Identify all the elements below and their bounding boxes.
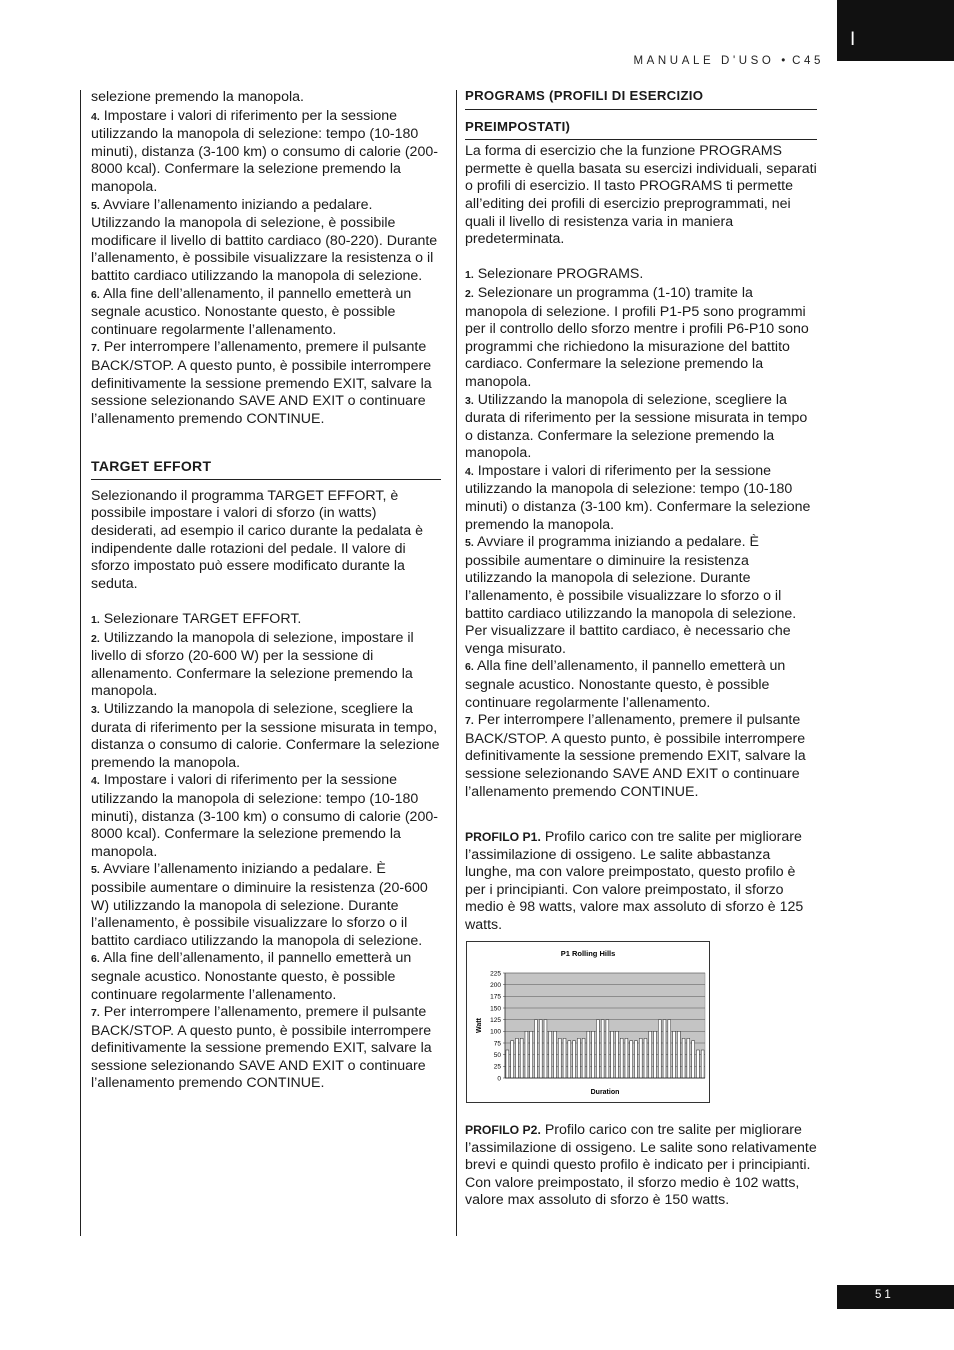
- chart-bar: [606, 1020, 609, 1078]
- chart-bar: [544, 1020, 547, 1078]
- language-tab: [837, 0, 954, 61]
- manual-title: MANUALE D'USO: [633, 55, 775, 67]
- target-step: 3. Utilizzando la manopola di selezione, scegliere la durata di riferimento per la sessione misurata in tempo, distanza o consumo di calorie. Confermare la selezione premendo la manopola.: [91, 701, 440, 771]
- chart-bar: [692, 1041, 695, 1078]
- chart-bar: [558, 1038, 561, 1078]
- chart-bar: [620, 1038, 623, 1078]
- y-tick-label: 150: [490, 1005, 501, 1013]
- chart-bar: [615, 1031, 618, 1078]
- chart-bar: [515, 1038, 518, 1078]
- chart-bar: [554, 1031, 557, 1078]
- profile-p1: [465, 829, 817, 935]
- chart-bar: [549, 1031, 552, 1078]
- chart-bar: [644, 1038, 647, 1078]
- chart-bar: [611, 1031, 614, 1078]
- profile-p2-text: Profilo carico con tre salite per migliorare l’assimilazione di ossigeno. Le salite sono relativamente brevi e quindi questo profilo è indicato per i principianti. Con valore preimpostato, il sforzo medio è 102 watts, valore max assoluto di sforzo è 150 watts.: [465, 1122, 817, 1209]
- profile-p1-text: Profilo carico con tre salite per migliorare l’assimilazione di ossigeno. Le salite abbastanza lunghe, ma con valore preimpostato, questo profilo è per i principianti. Con valore preimpostato, il sforzo medio è 98 watts, valore max assoluto di sforzo è 125 watts.: [465, 829, 804, 933]
- intro-step: 4. Impostare i valori di riferimento per la sessione utilizzando la manopola di selezione: tempo (10-180 minuti), distanza (3-100 km) o consumo di calorie (200-8000 kcal). Confermare la selezione premendo la manopola.: [91, 107, 438, 195]
- y-tick-label: 50: [493, 1051, 501, 1059]
- chart-bar: [592, 1031, 595, 1078]
- programs-step: 7. Per interrompere l’allenamento, premere il pulsante BACK/STOP. A questo punto, è possibile interrompere definitivamente la sessione premendo EXIT, salvare la sessione selezionando SAVE AND EXIT o continuare l’allenamento premendo CONTINUE.: [465, 712, 806, 800]
- profile-p1-label: PROFILO P1.: [465, 830, 541, 844]
- page-header: [633, 55, 824, 67]
- profile-p2: [465, 1122, 817, 1210]
- page-number: 51: [875, 1289, 894, 1301]
- column-divider-middle: [456, 90, 457, 1236]
- model-name: C45: [792, 55, 824, 67]
- chart-bar: [701, 1050, 704, 1078]
- chart-bar: [525, 1031, 528, 1078]
- chart-bar: [539, 1020, 542, 1078]
- y-tick-label: 225: [490, 970, 501, 978]
- target-step: 4. Impostare i valori di riferimento per la sessione utilizzando la manopola di selezione: tempo (10-180 minuti), distanza (3-100 km) o consumo di calorie (200-8000 kcal). Confermare la selezione premendo la manopola.: [91, 772, 438, 860]
- y-axis-label: Watt: [476, 1018, 483, 1033]
- chart-bar: [649, 1031, 652, 1078]
- p1-chart: [466, 941, 710, 1103]
- programs-heading-line1: PROGRAMS (PROFILI DI ESERCIZIO: [465, 87, 817, 110]
- p1-chart-svg: [467, 942, 709, 1102]
- intro-step: 5. Avviare l’allenamento iniziando a pedalare. Utilizzando la manopola di selezione, è possibile modificare il livello di battito cardiaco (80-220). Durante l’allenamento, è possibile visualizzare la resistenza o il battito cardiaco utilizzando la manopola di selezione.: [91, 196, 438, 284]
- target-step: 6. Alla fine dell’allenamento, il pannello emetterà un segnale acustico. Nonostante questo, è possible continuare regolarmente l’allenamento.: [91, 950, 412, 1003]
- intro-step: 6. Alla fine dell’allenamento, il pannello emetterà un segnale acustico. Nonostante questo, è possible continuare regolarmente l’allenamento.: [91, 285, 412, 338]
- programs-steps: [465, 266, 817, 801]
- chart-bar: [568, 1041, 571, 1078]
- programs-intro: La forma di esercizio che la funzione PROGRAMS permette è quella basata su esercizi individuali, separati o profili di esercizio. Il tasto PROGRAMS ti permette all’editing dei profili di esercizio preprogrammati, nei quali il livello di resistenza varia in maniera predeterminata.: [465, 143, 817, 248]
- chart-bar: [639, 1038, 642, 1078]
- chart-bar: [535, 1020, 538, 1078]
- chart-title: P1 Rolling Hills: [560, 949, 616, 958]
- profile-p2-label: PROFILO P2.: [465, 1123, 541, 1137]
- column-divider-left: [80, 90, 81, 1236]
- chart-bar: [587, 1031, 590, 1078]
- chart-bar: [573, 1041, 576, 1078]
- chart-bar: [663, 1020, 666, 1078]
- right-column: [465, 87, 817, 801]
- chart-bar: [630, 1041, 633, 1078]
- chart-bar: [635, 1041, 638, 1078]
- chart-bar: [696, 1050, 699, 1078]
- chart-bar: [511, 1041, 514, 1078]
- intro-steps: [91, 89, 441, 428]
- target-step: 2. Utilizzando la manopola di selezione, impostare il livello di sforzo (20-600 W) per la sessione di allenamento. Confermare la selezione premendo la manopola.: [91, 629, 414, 700]
- chart-bar: [563, 1038, 566, 1078]
- target-step: 1. Selezionare TARGET EFFORT.: [91, 611, 302, 628]
- target-step: 7. Per interrompere l’allenamento, premere il pulsante BACK/STOP. A questo punto, è possibile interrompere definitivamente la sessione premendo EXIT, salvare la sessione selezionando SAVE AND EXIT o continuare l’allenamento premendo CONTINUE.: [91, 1004, 432, 1092]
- x-axis-label: Duration: [590, 1089, 620, 1096]
- y-tick-label: 75: [493, 1040, 501, 1048]
- programs-step: 2. Selezionare un programma (1-10) tramite la manopola di selezione. I profili P1-P5 sono programmi per il controllo dello sforzo mentre i profili P6-P10 sono programmi che richiedono la misurazione del battito cardiaco. Confermare la selezione premendo la manopola.: [465, 284, 809, 390]
- target-effort-steps: [91, 611, 441, 1093]
- chart-bar: [673, 1031, 676, 1078]
- chart-bar: [506, 1050, 509, 1078]
- chart-bar: [582, 1038, 585, 1078]
- chart-bar: [668, 1020, 671, 1078]
- y-tick-label: 100: [490, 1028, 501, 1036]
- language-tab-letter: I: [850, 29, 856, 50]
- y-tick-label: 175: [490, 993, 501, 1001]
- programs-step: 4. Impostare i valori di riferimento per la sessione utilizzando la manopola di selezione: tempo (10-180 minuti) o distanza (3-100 km). Confermare la selezione premendo la manopola.: [465, 462, 811, 533]
- y-tick-label: 125: [490, 1016, 501, 1024]
- page-number-tab: [837, 1285, 954, 1309]
- target-effort-heading: TARGET EFFORT: [91, 458, 441, 480]
- chart-bar: [677, 1031, 680, 1078]
- chart-bar: [687, 1038, 690, 1078]
- chart-bar: [596, 1020, 599, 1078]
- left-column: [91, 89, 441, 1093]
- target-step: 5. Avviare l’allenamento iniziando a pedalare. È possibile aumentare o diminuire la resistenza (20-600 W) utilizzando la manopola di selezione. Durante l’allenamento, è possibile visualizzare lo sforzo o il battito cardiaco utilizzando la manopola di selezione.: [91, 861, 428, 949]
- y-tick-label: 200: [490, 981, 501, 989]
- programs-heading-line2: PREIMPOSTATI): [465, 118, 817, 141]
- intro-step: 7. Per interrompere l’allenamento, premere il pulsante BACK/STOP. A questo punto, è possibile interrompere definitivamente la sessione premendo EXIT, salvare la sessione selezionando SAVE AND EXIT o continuare l’allenamento premendo CONTINUE.: [91, 339, 432, 427]
- programs-step: 1. Selezionare PROGRAMS.: [465, 266, 644, 283]
- chart-bar: [625, 1038, 628, 1078]
- y-tick-label: 25: [493, 1063, 501, 1071]
- intro-step: selezione premendo la manopola.: [91, 89, 304, 105]
- chart-bar: [530, 1031, 533, 1078]
- chart-bar: [682, 1038, 685, 1078]
- chart-bar: [658, 1020, 661, 1078]
- chart-bar: [577, 1038, 580, 1078]
- target-effort-intro: Selezionando il programma TARGET EFFORT, è possibile impostare i valori di sforzo (in watts) desiderati, ad esempio il carico durante la pedalata è indipendente dalle rotazioni del pedale. Il valore di sforzo impostato può essere modificato durante la seduta.: [91, 487, 424, 592]
- chart-bar: [601, 1020, 604, 1078]
- programs-step: 5. Avviare il programma iniziando a pedalare. È possibile aumentare o diminuire la resistenza utilizzando la manopola di selezione. Durante l’allenamento, è possibile visualizzare lo sforzo o il battito cardiaco utilizzando la manopola di selezione. Per visualizzare il battito cardiaco, è necessario che venga misurato.: [465, 534, 797, 657]
- chart-bar: [654, 1031, 657, 1078]
- header-bullet: •: [781, 55, 786, 67]
- programs-step: 6. Alla fine dell’allenamento, il pannello emetterà un segnale acustico. Nonostante questo, è possible continuare regolarmente l’allenamento.: [465, 658, 786, 711]
- programs-step: 3. Utilizzando la manopola di selezione, scegliere la durata di riferimento per la sessione misurata in tempo o distanza. Confermare la selezione premendo la manopola.: [465, 391, 808, 462]
- chart-bar: [520, 1038, 523, 1078]
- y-tick-label: 0: [497, 1075, 501, 1083]
